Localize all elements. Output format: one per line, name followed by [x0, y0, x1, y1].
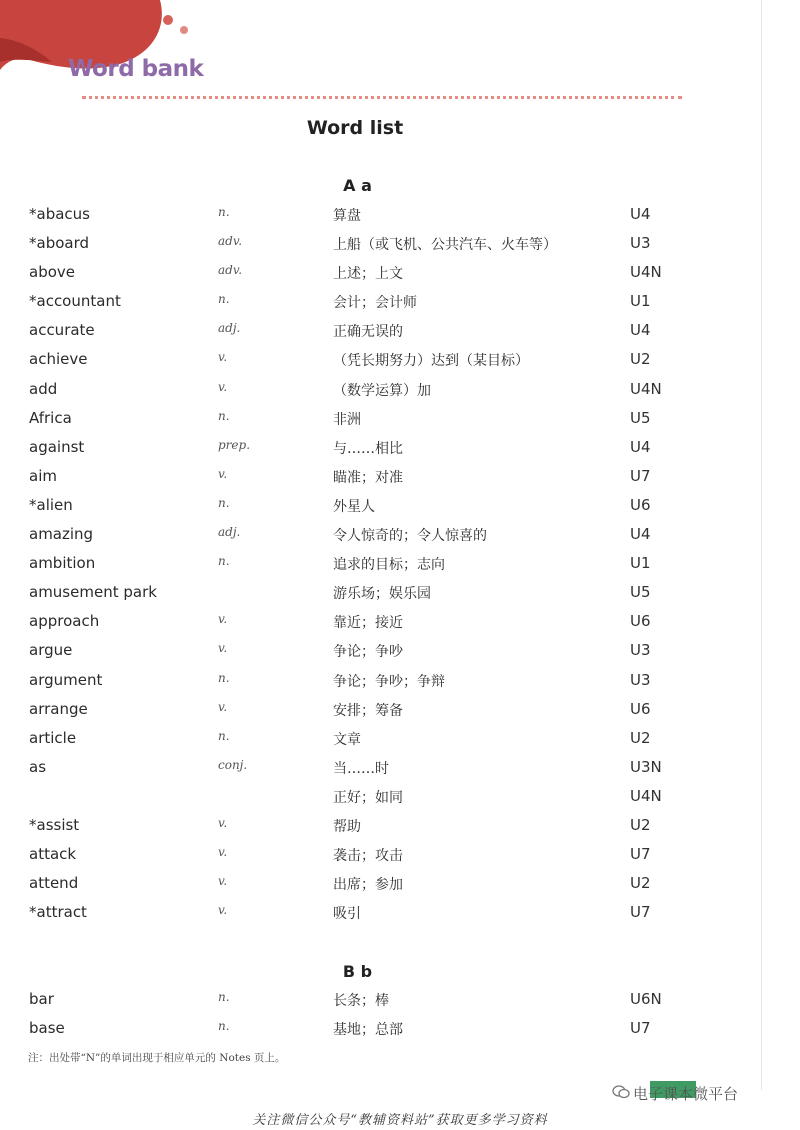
entry-part-of-speech: v. — [218, 845, 228, 860]
entry-meaning: 正好；如同 — [333, 789, 403, 806]
entry-part-of-speech: v. — [218, 466, 228, 481]
entry-word: attack — [29, 845, 77, 864]
entry-unit: U4 — [630, 205, 651, 223]
entry-word: *attract — [29, 903, 87, 922]
entry-unit: U6 — [630, 495, 651, 514]
entry-meaning: 安排；筹备 — [333, 702, 403, 719]
entry-unit: U4N — [630, 379, 662, 398]
entry-unit: U6 — [630, 612, 651, 631]
entry-meaning: 与……相比 — [333, 440, 403, 457]
entry-part-of-speech: n. — [218, 1019, 230, 1034]
entry-part-of-speech: v. — [218, 699, 228, 714]
entry-unit: U7 — [630, 1019, 651, 1038]
entry-meaning: 基地；总部 — [333, 1022, 403, 1039]
word-entry-row — [0, 637, 800, 666]
entry-unit: U4 — [630, 525, 651, 544]
entry-word: Africa — [29, 408, 72, 427]
word-list-section-b — [0, 986, 800, 1044]
entry-unit: U6N — [630, 990, 662, 1008]
entry-word: add — [29, 379, 58, 398]
section-heading-a: A a — [343, 176, 372, 195]
entry-unit: U2 — [630, 350, 651, 369]
entry-word: arrange — [29, 699, 88, 718]
word-entry-row — [0, 463, 800, 492]
entry-meaning: 吸引 — [333, 906, 361, 923]
entry-meaning: （凭长期努力）达到（某目标） — [333, 353, 529, 370]
entry-part-of-speech: n. — [218, 554, 230, 569]
entry-unit: U5 — [630, 408, 651, 427]
entry-unit: U2 — [630, 815, 651, 834]
dotted-divider — [82, 96, 682, 99]
entry-word: approach — [29, 612, 100, 631]
word-entry-row — [0, 783, 800, 812]
entry-meaning: 争论；争吵 — [333, 644, 403, 661]
entry-meaning: 长条；棒 — [333, 993, 389, 1009]
entry-word: argue — [29, 641, 73, 660]
section-heading-b: B b — [342, 962, 373, 981]
entry-part-of-speech: v. — [218, 903, 228, 918]
word-entry-row — [0, 841, 800, 870]
entry-meaning: 帮助 — [333, 818, 361, 835]
entry-unit: U5 — [630, 583, 651, 602]
entry-meaning: 争论；争吵；争辩 — [333, 673, 445, 690]
entry-word: *aboard — [29, 234, 90, 253]
entry-word: article — [29, 728, 77, 747]
entry-meaning: 上述；上文 — [333, 266, 403, 283]
word-list-section-a — [0, 201, 800, 928]
entry-unit: U2 — [630, 728, 651, 747]
footer-caption: 关注微信公众号“教辅资料站”获取更多学习资料 — [252, 1113, 548, 1128]
entry-meaning: 令人惊奇的；令人惊喜的 — [333, 528, 487, 545]
entry-word: ambition — [29, 554, 96, 573]
header-decoration — [0, 0, 800, 110]
word-entry-row — [0, 434, 800, 463]
watermark-text: 电子课本微平台 — [633, 1085, 739, 1103]
word-entry-row — [0, 317, 800, 346]
entry-part-of-speech: adv. — [218, 234, 243, 249]
word-entry-row — [0, 259, 800, 288]
word-entry-row — [0, 376, 800, 405]
entry-word: *abacus — [29, 205, 90, 223]
entry-meaning: 外星人 — [333, 498, 375, 515]
entry-unit: U6 — [630, 699, 651, 718]
entry-word: achieve — [29, 350, 88, 369]
entry-unit: U4N — [630, 786, 662, 805]
entry-part-of-speech: adv. — [218, 263, 243, 278]
entry-meaning: 文章 — [333, 731, 361, 748]
entry-unit: U7 — [630, 903, 651, 922]
entry-part-of-speech: n. — [218, 670, 230, 685]
word-entry-row — [0, 899, 800, 928]
entry-meaning: 出席；参加 — [333, 877, 403, 894]
entry-unit: U1 — [630, 292, 651, 311]
word-entry-row — [0, 288, 800, 317]
entry-meaning: 靠近；接近 — [333, 615, 403, 632]
entry-part-of-speech: conj. — [218, 757, 248, 772]
entry-part-of-speech: adj. — [218, 321, 241, 336]
entry-word: bar — [29, 990, 54, 1008]
entry-part-of-speech: n. — [218, 990, 230, 1004]
entry-unit: U3 — [630, 234, 651, 253]
entry-meaning: （数学运算）加 — [333, 382, 431, 399]
watermark — [612, 1083, 738, 1104]
entry-word: amusement park — [29, 583, 157, 602]
entry-unit: U3 — [630, 670, 651, 689]
entry-word: argument — [29, 670, 103, 689]
entry-word: above — [29, 263, 75, 282]
word-entry-row — [0, 201, 800, 230]
entry-meaning: 袭击；攻击 — [333, 848, 403, 865]
entry-word: *alien — [29, 495, 73, 514]
word-entry-row — [0, 521, 800, 550]
word-entry-row — [0, 1015, 800, 1044]
entry-part-of-speech: v. — [218, 350, 228, 365]
entry-word: accurate — [29, 321, 95, 340]
entry-meaning: 上船（或飞机、公共汽车、火车等） — [333, 237, 557, 254]
entry-unit: U3 — [630, 641, 651, 660]
word-entry-row — [0, 754, 800, 783]
entry-part-of-speech: n. — [218, 408, 230, 423]
entry-part-of-speech: v. — [218, 874, 228, 889]
entry-part-of-speech: prep. — [218, 437, 251, 452]
word-entry-row — [0, 725, 800, 754]
entry-unit: U7 — [630, 466, 651, 485]
word-entry-row — [0, 608, 800, 637]
entry-meaning: 算盘 — [333, 208, 361, 224]
entry-meaning: 游乐场；娱乐园 — [333, 586, 431, 603]
entry-word: base — [29, 1019, 65, 1038]
word-entry-row — [0, 986, 800, 1015]
entry-part-of-speech: v. — [218, 641, 228, 656]
entry-part-of-speech: n. — [218, 495, 230, 510]
page-header — [0, 0, 800, 110]
entry-unit: U4 — [630, 437, 651, 456]
word-entry-row — [0, 492, 800, 521]
word-entry-row — [0, 579, 800, 608]
word-entry-row — [0, 230, 800, 259]
entry-unit: U2 — [630, 874, 651, 893]
word-bank-title: Word bank — [68, 56, 204, 82]
word-entry-row — [0, 405, 800, 434]
entry-part-of-speech: n. — [218, 728, 230, 743]
entry-unit: U1 — [630, 554, 651, 573]
entry-meaning: 非洲 — [333, 411, 361, 428]
entry-meaning: 瞄准；对准 — [333, 469, 403, 486]
entry-part-of-speech: adj. — [218, 525, 241, 540]
entry-word: aim — [29, 466, 57, 485]
entry-meaning: 会计；会计师 — [333, 295, 417, 312]
entry-part-of-speech: v. — [218, 612, 228, 627]
entry-meaning: 当……时 — [333, 760, 389, 777]
entry-meaning: 正确无误的 — [333, 324, 403, 341]
entry-word: attend — [29, 874, 79, 893]
entry-part-of-speech: v. — [218, 379, 228, 394]
word-entry-row — [0, 667, 800, 696]
word-entry-row — [0, 870, 800, 899]
entry-meaning: 追求的目标；志向 — [333, 557, 445, 574]
entry-word: *accountant — [29, 292, 121, 311]
wechat-icon — [612, 1085, 630, 1103]
word-entry-row — [0, 346, 800, 375]
footnote: 注：出处带“N”的单词出现于相应单元的 Notes 页上。 — [28, 1052, 286, 1064]
word-entry-row — [0, 696, 800, 725]
word-entry-row — [0, 812, 800, 841]
entry-unit: U3N — [630, 757, 662, 776]
entry-part-of-speech: v. — [218, 815, 228, 830]
word-list-title: Word list — [306, 117, 404, 139]
entry-word: against — [29, 437, 85, 456]
entry-part-of-speech: n. — [218, 292, 230, 307]
entry-word: *assist — [29, 815, 80, 834]
entry-unit: U4 — [630, 321, 651, 340]
entry-unit: U7 — [630, 845, 651, 864]
entry-word: amazing — [29, 525, 94, 544]
entry-word: as — [29, 757, 47, 776]
word-entry-row — [0, 550, 800, 579]
entry-part-of-speech: n. — [218, 205, 230, 219]
entry-unit: U4N — [630, 263, 662, 282]
